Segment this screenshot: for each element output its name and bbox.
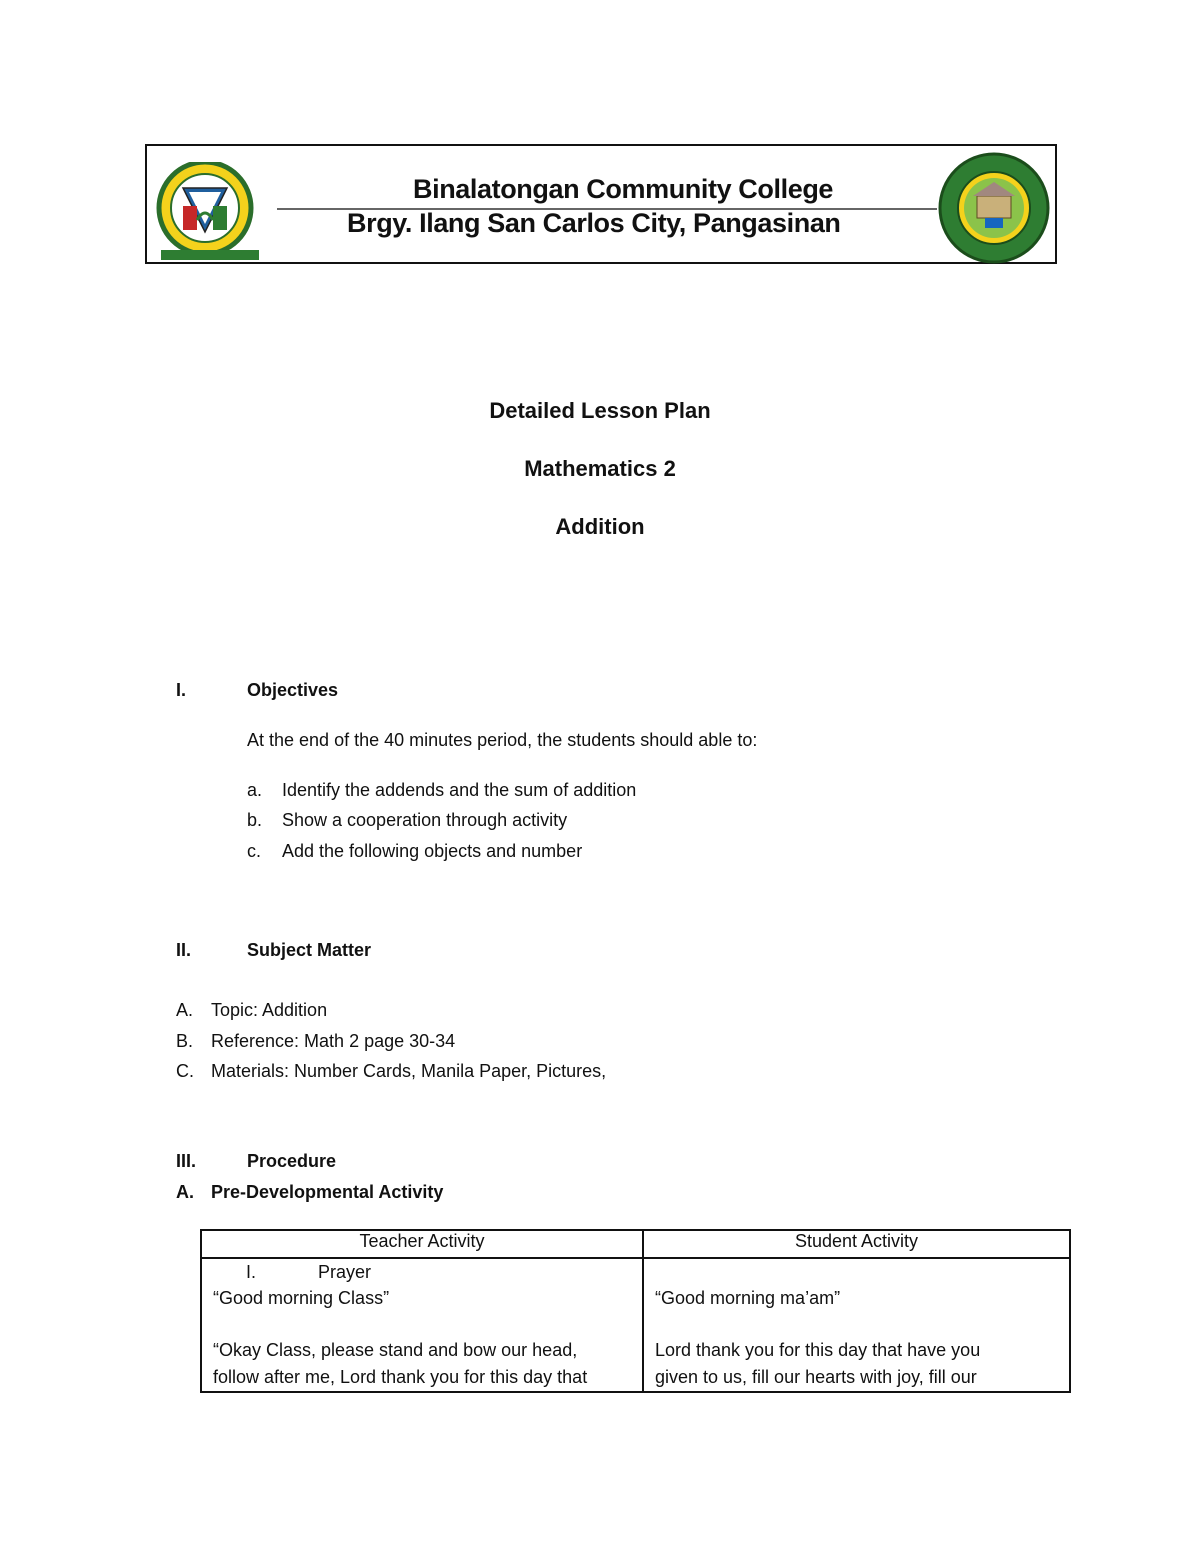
table-header-row [201, 1230, 1070, 1258]
topic-title: Addition [555, 514, 645, 539]
column-header-student: Student Activity [643, 1230, 1070, 1258]
spacer [655, 1259, 1069, 1285]
student-text-line: given to us, fill our hearts with joy, fill our [655, 1367, 977, 1387]
teacher-text-line: follow after me, Lord thank you for this day that [213, 1367, 588, 1387]
subject-title: Mathematics 2 [524, 456, 676, 481]
subsection-marker: A. [176, 1182, 194, 1202]
college-name: Binalatongan Community College [413, 174, 834, 204]
list-marker: C. [176, 1061, 194, 1081]
list-marker: b. [247, 810, 263, 830]
table-row [201, 1258, 1070, 1392]
document-title: Detailed Lesson Plan [489, 398, 711, 423]
objectives-intro: At the end of the 40 minutes period, the students should able to: [247, 730, 758, 750]
prayer-line [213, 1259, 642, 1285]
list-marker: c. [247, 841, 262, 861]
list-marker: A. [176, 1000, 194, 1020]
teacher-activity-cell [201, 1258, 643, 1392]
teacher-greeting: “Good morning Class” [213, 1288, 390, 1308]
student-greeting: “Good morning ma’am” [655, 1288, 841, 1308]
letterhead [145, 144, 1057, 264]
student-text-line: Lord thank you for this day that have you [655, 1340, 981, 1360]
student-activity-cell [643, 1258, 1070, 1392]
section-heading-procedure: Procedure [247, 1151, 337, 1171]
section-heading-subject-matter: Subject Matter [247, 940, 372, 960]
list-item: Reference: Math 2 page 30-34 [211, 1031, 456, 1051]
list-item: Identify the addends and the sum of addition [282, 780, 637, 800]
section-number-subject-matter: II. [176, 940, 192, 960]
list-item: Topic: Addition [211, 1000, 328, 1020]
list-item: Show a cooperation through activity [282, 810, 568, 830]
spacer [655, 1312, 1069, 1337]
section-number-objectives: I. [176, 680, 187, 700]
prayer-label: Prayer [318, 1262, 372, 1282]
spacer [213, 1312, 642, 1337]
teacher-text-line: “Okay Class, please stand and bow our head, [213, 1340, 578, 1360]
section-number-procedure: III. [176, 1151, 197, 1171]
prayer-number: I. [246, 1262, 257, 1282]
list-item: Add the following objects and number [282, 841, 583, 861]
college-address: Brgy. Ilang San Carlos City, Pangasinan [347, 208, 841, 238]
list-item: Materials: Number Cards, Manila Paper, Pictures, [211, 1061, 607, 1081]
subsection-heading: Pre-Developmental Activity [211, 1182, 444, 1202]
list-marker: B. [176, 1031, 194, 1051]
city-seal-icon [937, 152, 1051, 264]
section-heading-objectives: Objectives [247, 680, 339, 700]
college-seal-icon [153, 162, 267, 264]
column-header-teacher: Teacher Activity [201, 1230, 643, 1258]
list-marker: a. [247, 780, 263, 800]
activity-table [200, 1229, 1071, 1393]
